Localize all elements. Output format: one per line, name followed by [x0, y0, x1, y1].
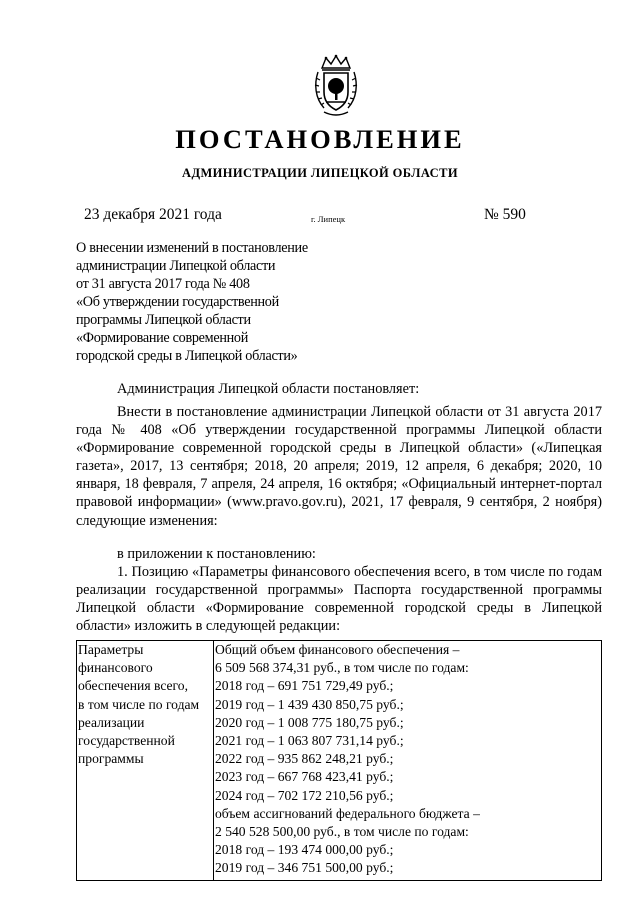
cell-line: объем ассигнований федерального бюджета –: [215, 805, 480, 821]
cell-line: Общий объем финансового обеспечения –: [215, 642, 460, 657]
document-date: 23 декабря 2021 года: [84, 206, 222, 223]
cell-line: Параметры: [78, 642, 144, 657]
financing-parameters-table: [76, 640, 602, 881]
heading-line: городской среды в Липецкой области»: [76, 348, 298, 364]
cell-line: 2022 год – 935 862 248,21 руб.;: [215, 751, 394, 767]
cell-line: 2024 год – 702 172 210,56 руб.;: [215, 787, 394, 803]
cell-line: 6 509 568 374,31 руб., в том числе по годам:: [215, 660, 469, 676]
heading-line: «Об утверждении государственной: [76, 294, 279, 310]
heading-line: О внесении изменений в постановление: [76, 240, 308, 256]
intro-text: Администрация Липецкой области постановляет:: [117, 381, 420, 397]
coat-of-arms-icon: [312, 54, 360, 116]
document-number: № 590: [484, 206, 526, 223]
document-city: г. Липецк: [311, 214, 346, 224]
cell-line: реализации: [78, 714, 145, 730]
table-cell-label: [77, 641, 214, 881]
cell-line: 2020 год – 1 008 775 180,75 руб.;: [215, 714, 404, 730]
heading-line: программы Липецкой области: [76, 312, 251, 328]
heading-line: от 31 августа 2017 года № 408: [76, 276, 250, 292]
paragraph-changes: Внести в постановление администрации Липецкой области от 31 августа 2017 года № 408 «Об утверждении государственной программы Липецкой области «Формирование современной городской среды в Липецкой области» («Липецкая газета», 2017, 13 сентября; 2018, 20 апреля; 2019, 12 апреля, 6 декабря; 2020, 10 января, 18 февраля, 7 апреля, 24 апреля, 16 октября; «Официальный интернет-портал правовой информации» (www.pravo.gov.ru), 2021, 17 февраля, 9 сентября, 2 ноября) следующие изменения:: [76, 404, 602, 529]
heading-line: «Формирование современной: [76, 330, 248, 346]
cell-line: 2018 год – 193 474 000,00 руб.;: [215, 842, 394, 858]
document-title: ПОСТАНОВЛЕНИЕ: [175, 124, 465, 154]
cell-line: в том числе по годам: [78, 696, 200, 712]
cell-line: 2019 год – 1 439 430 850,75 руб.;: [215, 696, 404, 712]
table-cell-values: [214, 641, 602, 881]
coat-of-arms-emblem: [312, 54, 360, 116]
cell-line: финансового: [78, 660, 153, 676]
cell-line: государственной: [78, 733, 175, 749]
cell-line: 2021 год – 1 063 807 731,14 руб.;: [215, 733, 404, 749]
cell-line: 2023 год – 667 768 423,41 руб.;: [215, 769, 394, 785]
paragraph-item-1: 1. Позицию «Параметры финансового обеспечения всего, в том числе по годам реализации государственной программы» Паспорта государственной программы Липецкой области «Формирование современной городской среды в Липецкой области» изложить в следующей редакции:: [76, 564, 602, 635]
document-heading: [76, 239, 376, 365]
heading-line: администрации Липецкой области: [76, 258, 276, 274]
table-row: [77, 641, 602, 881]
cell-line: 2019 год – 346 751 500,00 руб.;: [215, 860, 394, 876]
cell-line: 2 540 528 500,00 руб., в том числе по годам:: [215, 824, 469, 840]
cell-line: обеспечения всего,: [78, 678, 188, 694]
cell-line: 2018 год – 691 751 729,49 руб.;: [215, 678, 394, 694]
cell-line: программы: [78, 751, 144, 767]
appendix-text: в приложении к постановлению:: [117, 546, 316, 562]
document-subtitle: АДМИНИСТРАЦИИ ЛИПЕЦКОЙ ОБЛАСТИ: [182, 166, 458, 180]
